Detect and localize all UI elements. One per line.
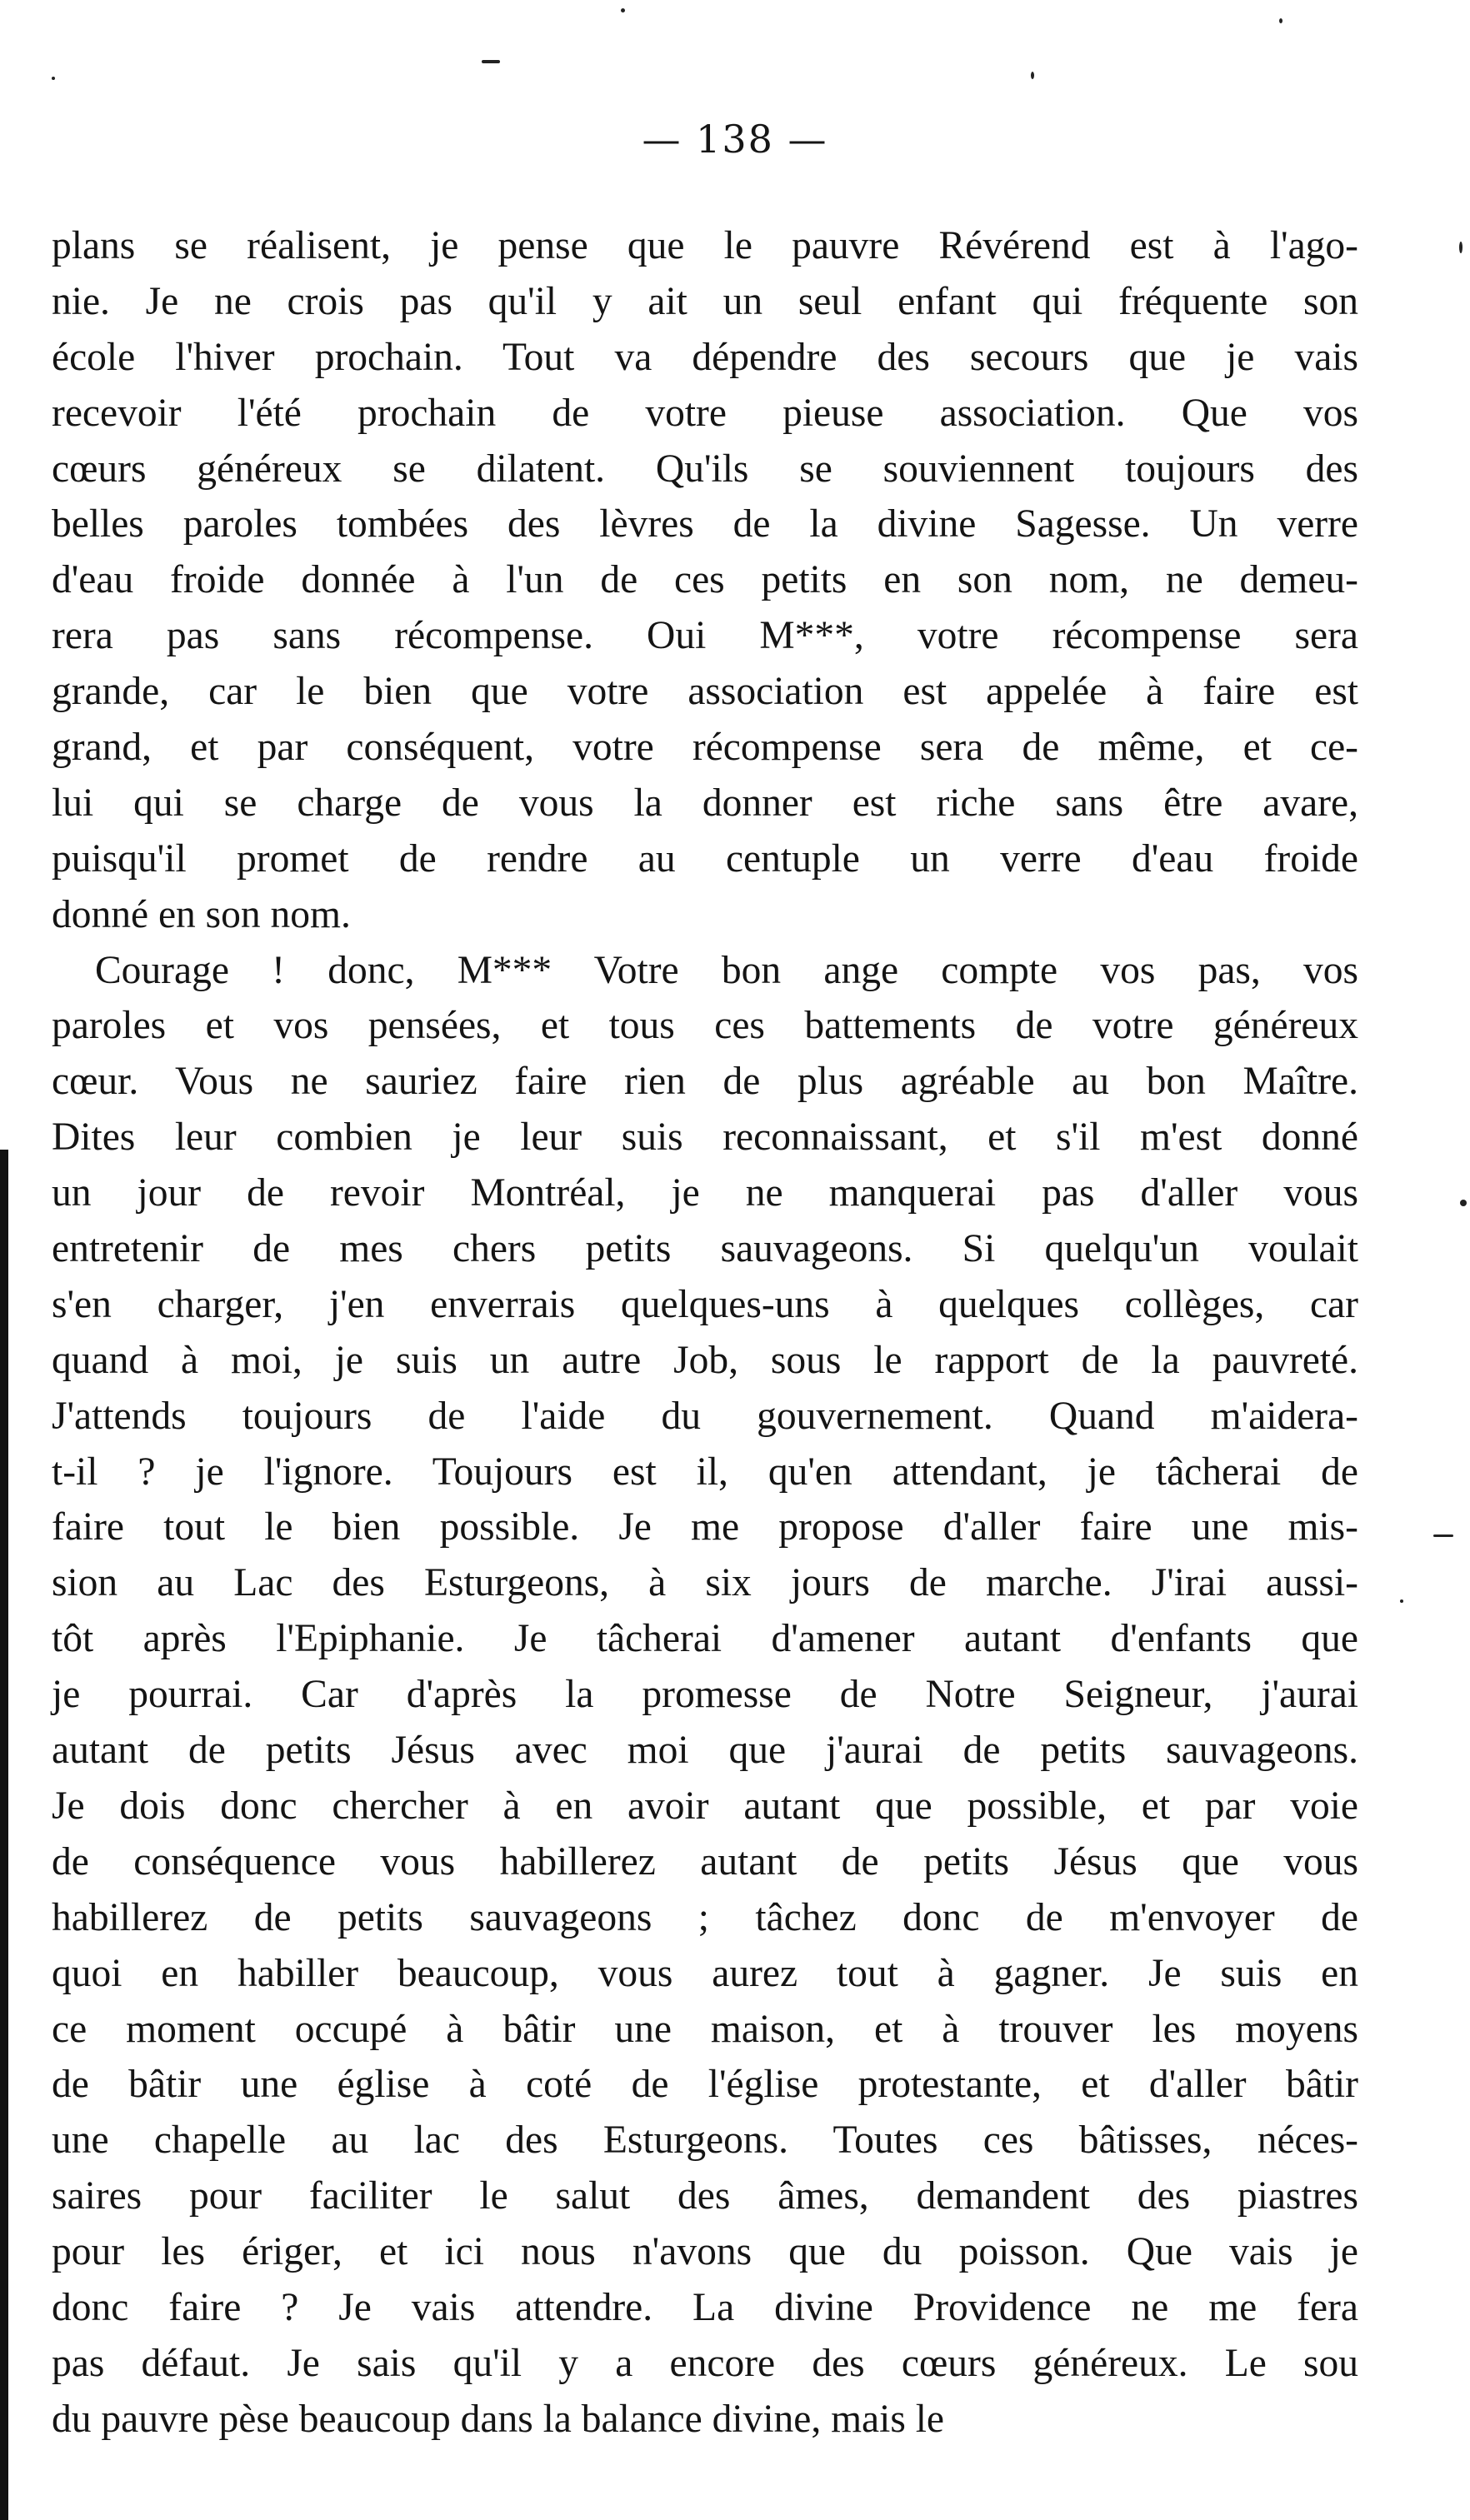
ink-speck: [52, 77, 55, 80]
text-line: belles paroles tombées des lèvres de la divine Sagesse. Un verre: [52, 502, 1358, 546]
text-line: paroles et vos pensées, et tous ces battements de votre généreux: [52, 1004, 1358, 1048]
text-line: d'eau froide donnée à l'un de ces petits en son nom, ne demeu-: [52, 558, 1358, 602]
text-line: donc faire ? Je vais attendre. La divine Providence ne me fera: [52, 2285, 1358, 2329]
text-line: t-il ? je l'ignore. Toujours est il, qu'en attendant, je tâcherai de: [52, 1450, 1358, 1494]
text-line: de conséquence vous habillerez autant de petits Jésus que vous: [52, 1839, 1358, 1884]
text-line: J'attends toujours de l'aide du gouvernement. Quand m'aidera-: [52, 1394, 1358, 1438]
text-line: donné en son nom.: [52, 892, 351, 936]
text-line: puisqu'il promet de rendre au centuple un verre d'eau froide: [52, 836, 1358, 881]
text-line: entretenir de mes chers petits sauvageons. Si quelqu'un voulait: [52, 1227, 1358, 1271]
text-line: autant de petits Jésus avec moi que j'aurai de petits sauvageons.: [52, 1729, 1358, 1773]
text-line: grand, et par conséquent, votre récompense sera de même, et ce-: [52, 726, 1358, 770]
text-line: de bâtir une église à coté de l'église protestante, et d'aller bâtir: [52, 2063, 1358, 2107]
text-line: cœurs généreux se dilatent. Qu'ils se souviennent toujours des: [52, 447, 1358, 491]
ink-speck: [621, 8, 625, 12]
text-line: école l'hiver prochain. Tout va dépendre des secours que je vais: [52, 335, 1358, 379]
ink-speck: [1031, 72, 1034, 79]
text-line: un jour de revoir Montréal, je ne manquerai pas d'aller vous: [52, 1171, 1358, 1215]
text-line: saires pour faciliter le salut des âmes, demandent des piastres: [52, 2174, 1358, 2218]
ink-speck: [1433, 1534, 1453, 1537]
text-line: nie. Je ne crois pas qu'il y ait un seul enfant qui fréquente son: [52, 279, 1358, 323]
text-line: grande, car le bien que votre association est appelée à faire est: [52, 670, 1358, 714]
text-line: quand à moi, je suis un autre Job, sous le rapport de la pauvreté.: [52, 1338, 1358, 1382]
body-text: [52, 218, 1358, 2448]
text-line: cœur. Vous ne sauriez faire rien de plus agréable au bon Maître.: [52, 1060, 1358, 1104]
text-line: rera pas sans récompense. Oui M***, votre récompense sera: [52, 614, 1358, 658]
text-line: lui qui se charge de vous la donner est riche sans être avare,: [52, 781, 1358, 825]
text-line: faire tout le bien possible. Je me propose d'aller faire une mis-: [52, 1505, 1358, 1549]
text-line: pour les ériger, et ici nous n'avons que du poisson. Que vais je: [52, 2230, 1358, 2274]
ink-speck: [1400, 1599, 1403, 1603]
text-line: pas défaut. Je sais qu'il y a encore des cœurs généreux. Le sou: [52, 2341, 1358, 2385]
paragraph: [52, 218, 1358, 943]
text-line: quoi en habiller beaucoup, vous aurez tout à gagner. Je suis en: [52, 1951, 1358, 1995]
ink-speck: [1460, 1200, 1467, 1206]
page-number: — 138 —: [642, 117, 828, 162]
text-line: ce moment occupé à bâtir une maison, et à trouver les moyens: [52, 2007, 1358, 2051]
text-line: Dites leur combien je leur suis reconnaissant, et s'il m'est donné: [52, 1115, 1358, 1160]
text-line: habillerez de petits sauvageons ; tâchez donc de m'envoyer de: [52, 1895, 1358, 1939]
text-line: tôt après l'Epiphanie. Je tâcherai d'amener autant d'enfants que: [52, 1617, 1358, 1661]
ink-speck: [482, 60, 500, 63]
text-line: sion au Lac des Esturgeons, à six jours de marche. J'irai aussi-: [52, 1561, 1358, 1605]
text-line: Courage ! donc, M*** Votre bon ange compte vos pas, vos: [95, 948, 1358, 992]
ink-speck: [1459, 242, 1462, 253]
text-line: je pourrai. Car d'après la promesse de Notre Seigneur, j'aurai: [52, 1673, 1358, 1717]
text-line: plans se réalisent, je pense que le pauvre Révérend est à l'ago-: [52, 224, 1358, 267]
text-line: recevoir l'été prochain de votre pieuse association. Que vos: [52, 391, 1358, 435]
ink-speck: [1279, 18, 1282, 23]
text-line: s'en charger, j'en enverrais quelques-uns à quelques collèges, car: [52, 1282, 1358, 1326]
text-line: Je dois donc chercher à en avoir autant que possible, et par voie: [52, 1784, 1358, 1828]
paragraph: [52, 943, 1358, 2448]
binding-edge: [0, 1150, 8, 2520]
text-line: du pauvre pèse beaucoup dans la balance divine, mais le: [52, 2397, 944, 2441]
text-line: une chapelle au lac des Esturgeons. Toutes ces bâtisses, néces-: [52, 2118, 1358, 2163]
